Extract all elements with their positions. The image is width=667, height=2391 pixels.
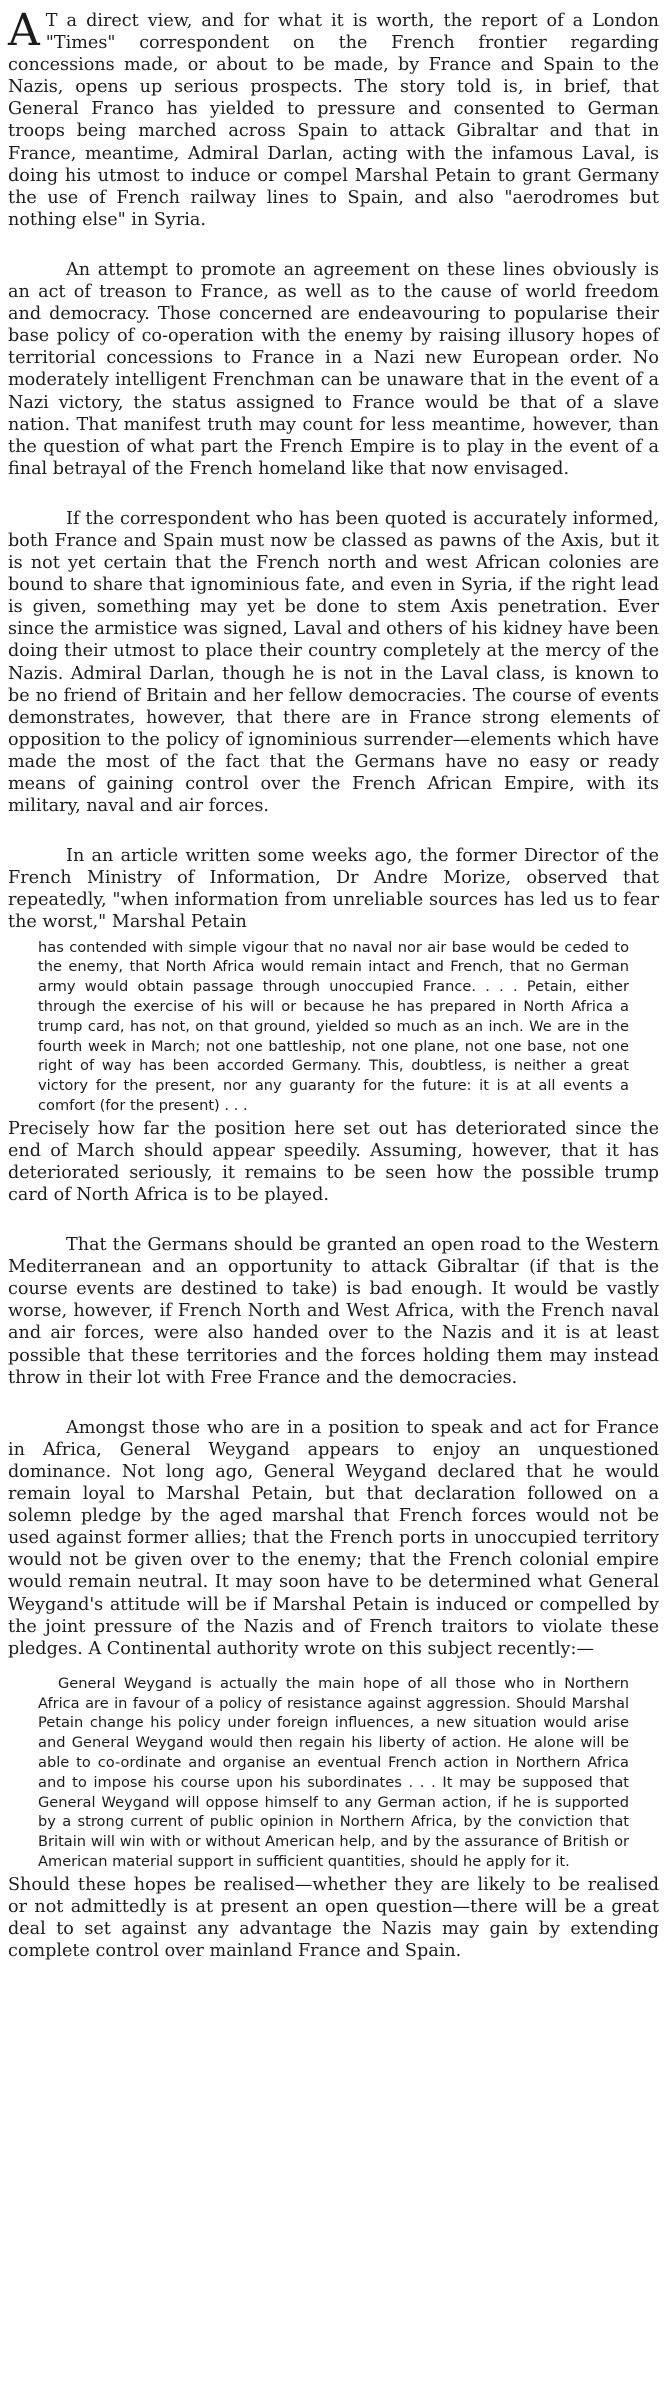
paragraph-8: Should these hopes be realised—whether they are likely to be realised or not admittedly is at present an open question—there will be a great deal to set against any advantage the Nazis may gain by extending complete control over mainland France and Spain. bbox=[8, 1874, 659, 1962]
paragraph-3: If the correspondent who has been quoted is accurately informed, both France and Spain must now be classed as pawns of the Axis, but it is not yet certain that the French north and west African colonies are bound to share that ignominious fate, and even in Syria, if the right lead is given, something may yet be done to stem Axis penetration. Ever since the armistice was signed, Laval and others of his kidney have been doing their utmost to place their country completely at the mercy of the Nazis. Admiral Darlan, though he is not in the Laval class, is known to be no friend of Britain and her fellow democracies. The course of events demonstrates, however, that there are in France strong elements of opposition to the policy of ignominious surrender—elements which have made the most of the fact that the Germans have no easy or ready means of gaining control over the French African Empire, with its military, naval and air forces. bbox=[8, 508, 659, 817]
drop-cap: A bbox=[8, 5, 40, 56]
paragraph-2: An attempt to promote an agreement on these lines obviously is an act of treason to France, as well as to the cause of world freedom and democracy. Those concerned are endeavouring to popularise their base policy of co-operation with the enemy by raising illusory hopes of territorial concessions to France in a Nazi new European order. No moderately intelligent Frenchman can be unaware that in the event of a Nazi victory, the status assigned to France would be that of a slave nation. That manifest truth may count for less meantime, however, than the question of what part the French Empire is to play in the event of a final betrayal of the French homeland like that now envisaged. bbox=[8, 259, 659, 479]
block-quote-petain bbox=[8, 938, 659, 1116]
paragraph-6: That the Germans should be granted an open road to the Western Mediterranean and an opportunity to attack Gibraltar (if that is the course events are destined to take) is bad enough. It would be vastly worse, however, if French North and West Africa, with the French naval and air forces, were also handed over to the Nazis and it is at least possible that these territories and the forces holding them may instead throw in their lot with Free France and the democracies. bbox=[8, 1235, 659, 1388]
paragraph-7: Amongst those who are in a position to speak and act for France in Africa, General Weygand appears to enjoy an unquestioned dominance. Not long ago, General Weygand declared that he would remain loyal to Marshal Petain, but that declaration followed on a solemn pledge by the aged marshal that French forces would not be used against former allies; that the French ports in unoccupied territory would not be given over to the enemy; that the French colonial empire would remain neutral. It may soon have to be determined what General Weygand's attitude will be if Marshal Petain is induced or compelled by the joint pressure of the Nazis and of French traitors to violate these pledges. A Continental authority wrote on this subject recently:— bbox=[8, 1417, 659, 1659]
paragraph-4: In an article written some weeks ago, the former Director of the French Ministry of Information, Dr Andre Morize, observed that repeatedly, "when information from unreliable sources has led us to fear the worst," Marshal Petain bbox=[8, 846, 659, 933]
paragraph-1 bbox=[8, 5, 659, 231]
block-quote-petain-text: has contended with simple vigour that no naval nor air base would be ceded to the enemy, that North Africa would remain intact and French, that no German army would obtain passage through unoccupied France. . . . Petain, either through the exercise of his will or because he has prepared in North Africa a trump card, has not, on that ground, yielded so much as an inch. We are in the fourth week in March; not one battleship, not one plane, not one base, not one right of way has been accorded Germany. This, doubtless, is neither a great victory for the present, nor any guaranty for the future: it is at all events a comfort (for the present) . . . bbox=[38, 938, 629, 1114]
paragraph-5: Precisely how far the position here set out has deteriorated since the end of March should appear speedily. Assuming, however, that it has deteriorated seriously, it remains to be seen how the possible trump card of North Africa is to be played. bbox=[8, 1118, 659, 1206]
block-quote-weygand-text: General Weygand is actually the main hope of all those who in Northern Africa are in favour of a policy of resistance against aggression. Should Marshal Petain change his policy under foreign influences, a new situation would arise and General Weygand would then regain his liberty of action. He alone will be able to co-ordinate and organise an eventual French action in Northern Africa and to impose his course upon his subordinates . . . It may be supposed that General Weygand will oppose himself to any German action, if he is supported by a strong current of public opinion in Northern Africa, by the conviction that Britain will win with or without American help, and by the assurance of British or American material support in sufficient quantities, should he apply for it. bbox=[38, 1674, 629, 1870]
block-quote-weygand bbox=[8, 1674, 659, 1872]
paragraph-1-text: T a direct view, and for what it is worth, the report of a London "Times" correspondent on the French frontier regarding concessions made, or about to be made, by France and Spain to the Nazis, opens up serious prospects. The story told is, in brief, that General Franco has yielded to pressure and consented to German troops being marched across Spain to attack Gibraltar and that in France, meantime, Admiral Darlan, acting with the infamous Laval, is doing his utmost to induce or compel Marshal Petain to grant Germany the use of French railway lines to Spain, and also "aerodromes but nothing else" in Syria. bbox=[8, 11, 659, 230]
